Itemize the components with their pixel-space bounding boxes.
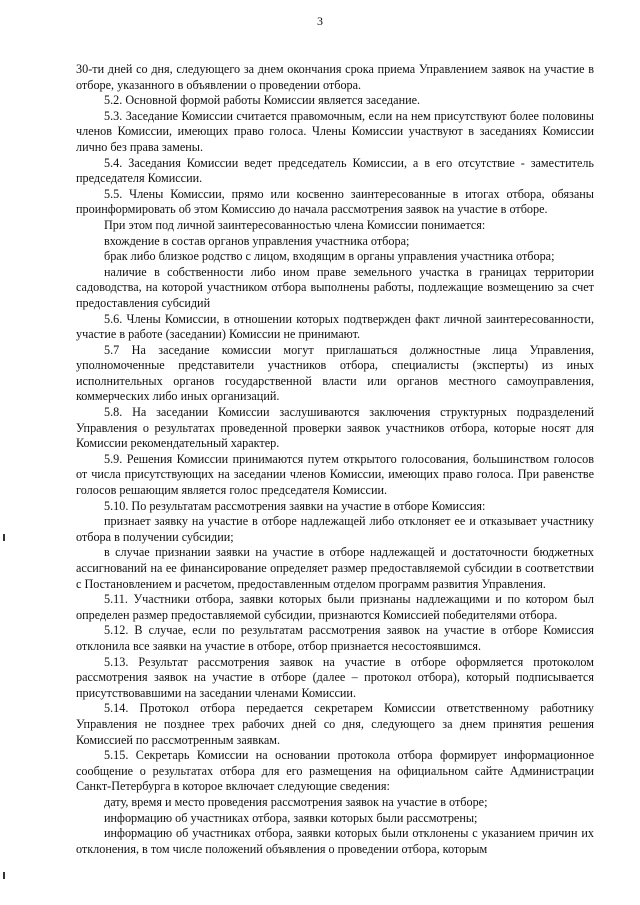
- page-number: 3: [317, 14, 323, 28]
- paragraph-5-8: 5.8. На заседании Комиссии заслушиваются заключения структурных подразделений Управления о результатах проведенной проверки заявок участников отбора, которые носят для Комиссии рекомендательный характер.: [76, 405, 594, 451]
- paragraph-5-15-item-2: информацию об участниках отбора, заявки которых были рассмотрены;: [104, 810, 478, 825]
- paragraph-5-4: 5.4. Заседания Комиссии ведет председатель Комиссии, а в его отсутствие - заместитель председателя Комиссии.: [76, 155, 594, 186]
- paragraph-interest-item-1: вхождение в состав органов управления участника отбора;: [104, 233, 410, 248]
- paragraph-5-10: 5.10. По результатам рассмотрения заявки на участие в отборе Комиссия:: [104, 498, 486, 513]
- paragraph-interest-item-3: наличие в собственности либо ином праве земельного участка в границах территории садоводства, на которой участником отбора выполнены работы, подлежащие возмещению за счет предоставления субсидий: [76, 264, 594, 310]
- paragraph-5-14: 5.14. Протокол отбора передается секретарем Комиссии ответственному работнику Управления не позднее трех рабочих дней со дня, следующего за днем принятия решения Комиссией по рассмотренным заявкам.: [76, 701, 594, 747]
- paragraph-continuation: 30-ти дней со дня, следующего за днем окончания срока приема Управлением заявок на участие в отборе, указанного в объявлении о проведении отбора.: [76, 62, 594, 92]
- paragraph-5-9: 5.9. Решения Комиссии принимаются путем открытого голосования, большинством голосов от числа присутствующих на заседании членов Комиссии, имеющих право голоса. При равенстве голосов решающим является голос председателя Комиссии.: [76, 451, 594, 498]
- paragraph-5-6: 5.6. Члены Комиссии, в отношении которых подтвержден факт личной заинтересованности, участие в работе (заседании) Комиссии не принимают.: [76, 311, 594, 342]
- paragraph-interest-definition: При этом под личной заинтересованностью члена Комиссии понимается:: [104, 217, 486, 232]
- paragraph-5-5: 5.5. Члены Комиссии, прямо или косвенно заинтересованные в итогах отбора, обязаны проинформировать об этом Комиссию до начала рассмотрения заявок на участие в отборе.: [76, 186, 594, 217]
- paragraph-5-12: 5.12. В случае, если по результатам рассмотрения заявок на участие в отборе Комиссия отклонила все заявки на участие в отборе, отбор признается несостоявшимся.: [76, 623, 594, 653]
- paragraph-5-10-item-2: в случае признании заявки на участие в отборе надлежащей и достаточности бюджетных ассигнований на ее финансирование определяет размер предоставляемой субсидии в соответствии с Постановлением и расчетом, предоставленным отделом программ развития Управления.: [76, 545, 594, 591]
- document-body: [76, 62, 594, 857]
- paragraph-5-7: 5.7 На заседание комиссии могут приглашаться должностные лица Управления, уполномоченные представители участников отбора, специалисты (эксперты) из иных исполнительных органов государственной власти или органов местного самоуправления, коммерческих либо иных организаций.: [76, 342, 594, 404]
- paragraph-5-11: 5.11. Участники отбора, заявки которых были признаны надлежащими и по котором был определен размер предоставляемой субсидии, признаются Комиссией победителями отбора.: [76, 592, 594, 622]
- paragraph-5-15-item-3: информацию об участниках отбора, заявки которых были отклонены с указанием причин их отклонения, в том числе положений объявления о проведении отбора, которым: [76, 826, 594, 856]
- scan-margin-mark: [3, 872, 5, 879]
- paragraph-5-15-item-1: дату, время и место проведения рассмотрения заявок на участие в отборе;: [104, 794, 488, 809]
- paragraph-5-10-item-1: признает заявку на участие в отборе надлежащей либо отклоняет ее и отказывает участнику отбора в получении субсидии;: [76, 514, 594, 544]
- paragraph-5-15: 5.15. Секретарь Комиссии на основании протокола отбора формирует информационное сообщение о результатах отбора для его размещения на официальном сайте Администрации Санкт-Петербурга в которое включает следующие сведения:: [76, 748, 594, 794]
- paragraph-interest-item-2: брак либо близкое родство с лицом, входящим в органы управления участника отбора;: [104, 249, 555, 264]
- scan-margin-mark: [3, 534, 5, 541]
- paragraph-5-3: 5.3. Заседание Комиссии считается правомочным, если на нем присутствуют более половины членов Комиссии, имеющих право голоса. Члены Комиссии участвуют в заседаниях Комиссии лично без права замены.: [76, 108, 594, 154]
- paragraph-5-13: 5.13. Результат рассмотрения заявок на участие в отборе оформляется протоколом рассмотрения заявок на участие в отборе (далее – протокол отбора), который подписывается присутствовавшими на заседании членами Комиссии.: [76, 654, 594, 700]
- paragraph-5-2: 5.2. Основной формой работы Комиссии является заседание.: [104, 93, 421, 108]
